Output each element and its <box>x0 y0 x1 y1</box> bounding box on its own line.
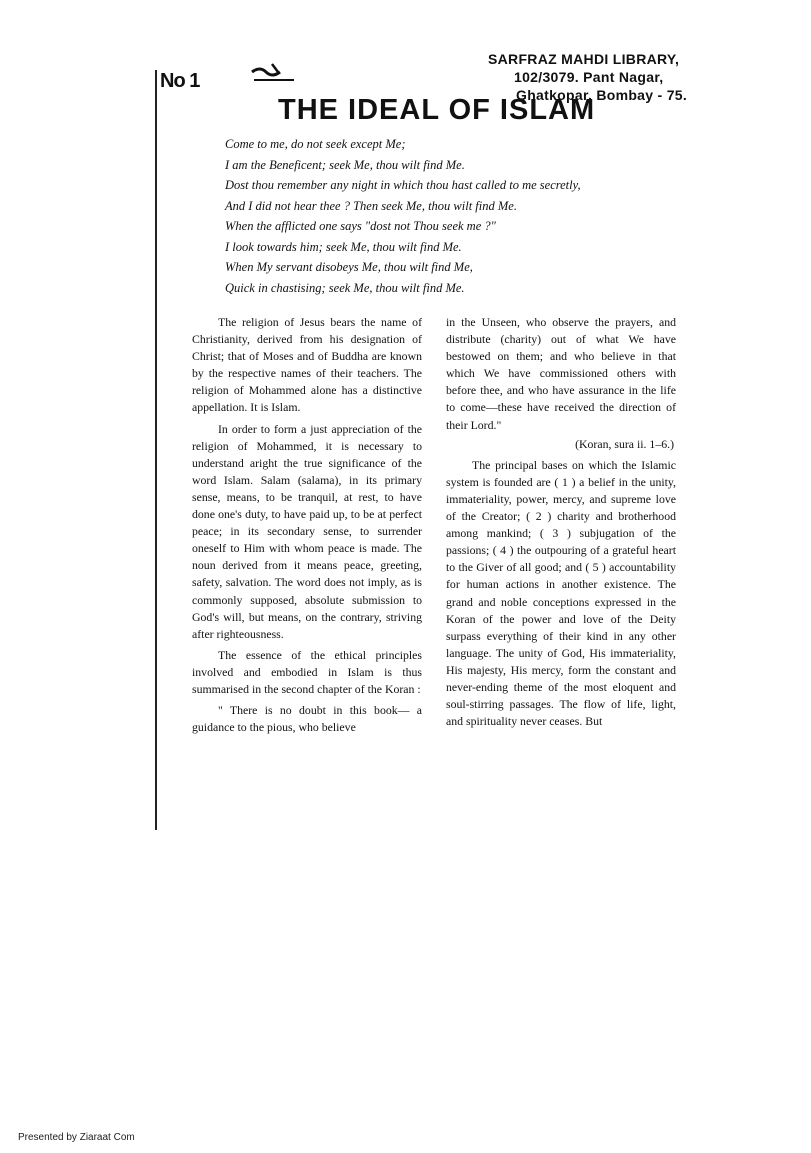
handwritten-scribble <box>232 60 322 90</box>
poem-line: When My servant disobeys Me, thou wilt find Me, <box>225 260 473 274</box>
footer-credit: Presented by Ziaraat Com <box>18 1132 135 1143</box>
poem-line: Quick in chastising; seek Me, thou wilt find Me. <box>225 280 465 295</box>
poem-line: Come to me, do not seek except Me; <box>225 137 406 151</box>
stamp-line-3: Ghatkopar, Bombay - 75. <box>516 87 688 103</box>
body-paragraph: The principal bases on which the Islamic system is founded are ( 1 ) a belief in the unity, immateriality, power, mercy, and supreme love of the Creator; ( 2 ) charity and brotherhood among mankind; ( 3 ) subjugation of the passions; ( 4 ) the outpouring of a grateful heart to the Giver of all good; and ( 5 ) accountability for human actions in another existence. The grand and noble conceptions expressed in the Koran of the power and love of the Deity surpass everything of their kind in any other language. The unity of God, His immateriality, His majesty, His mercy, form the constant and never-ending theme of the most eloquent and soul-stirring passages. The flow of life, light, and spirituality never ceases. But <box>446 457 676 729</box>
koran-citation: (Koran, sura ii. 1–6.) <box>575 436 674 451</box>
body-paragraph: The religion of Jesus bears the name of Christianity, derived from his designation of Christ; that of Moses and of Buddha are known by the respective names of their teachers. The religion of Mohammed alone has a distinctive appellation. It is Islam. <box>192 315 422 415</box>
quote-paragraph: " There is no doubt in this book— a guidance to the pious, who believe <box>192 703 422 735</box>
stamp-line-1: SARFRAZ MAHDI LIBRARY, <box>488 51 680 67</box>
page-edge-line <box>155 70 157 830</box>
poem-line: When the afflicted one says "dost not Thou seek me ?" <box>225 219 496 233</box>
poem-line: I am the Beneficent; seek Me, thou wilt find Me. <box>225 157 465 172</box>
body-paragraph: The essence of the ethical principles involved and embodied in Islam is thus summarised in the second chapter of the Koran : <box>192 647 422 696</box>
left-column <box>192 314 422 736</box>
body-paragraph: In order to form a just appreciation of the religion of Mohammed, it is necessary to understand aright the true significance of the word Islam. Salam (salama), in its primary sense, means, to be tranquil, at rest, to have done one's duty, to have paid up, to be at perfect peace; in its secondary sense, to surrender oneself to Him with whom peace is made. The noun derived from it means peace, greeting, safety, salvation. The word does not imply, as is commonly supposed, absolute submission to God's will, but means, on the contrary, striving after righteousness. <box>192 421 422 641</box>
poem-line: I look towards him; seek Me, thou wilt find Me. <box>225 239 462 254</box>
page-title: THE IDEAL OF ISLAM <box>278 94 596 126</box>
poem-line: And I did not hear thee ? Then seek Me, thou wilt find Me. <box>225 198 517 213</box>
opening-poem <box>225 134 675 298</box>
poem-line: Dost thou remember any night in which thou hast called to me secretly, <box>225 178 581 192</box>
right-column <box>446 314 676 730</box>
page-number-mark: No 1 <box>160 70 200 92</box>
stamp-line-2: 102/3079. Pant Nagar, <box>514 69 664 85</box>
quote-continuation: in the Unseen, who observe the prayers, and distribute (charity) out of what We have bestowed on them; and who believe in that which We have commissioned others with before thee, and who have assurance in the life to come—these have received the direction of their Lord." <box>446 315 676 432</box>
